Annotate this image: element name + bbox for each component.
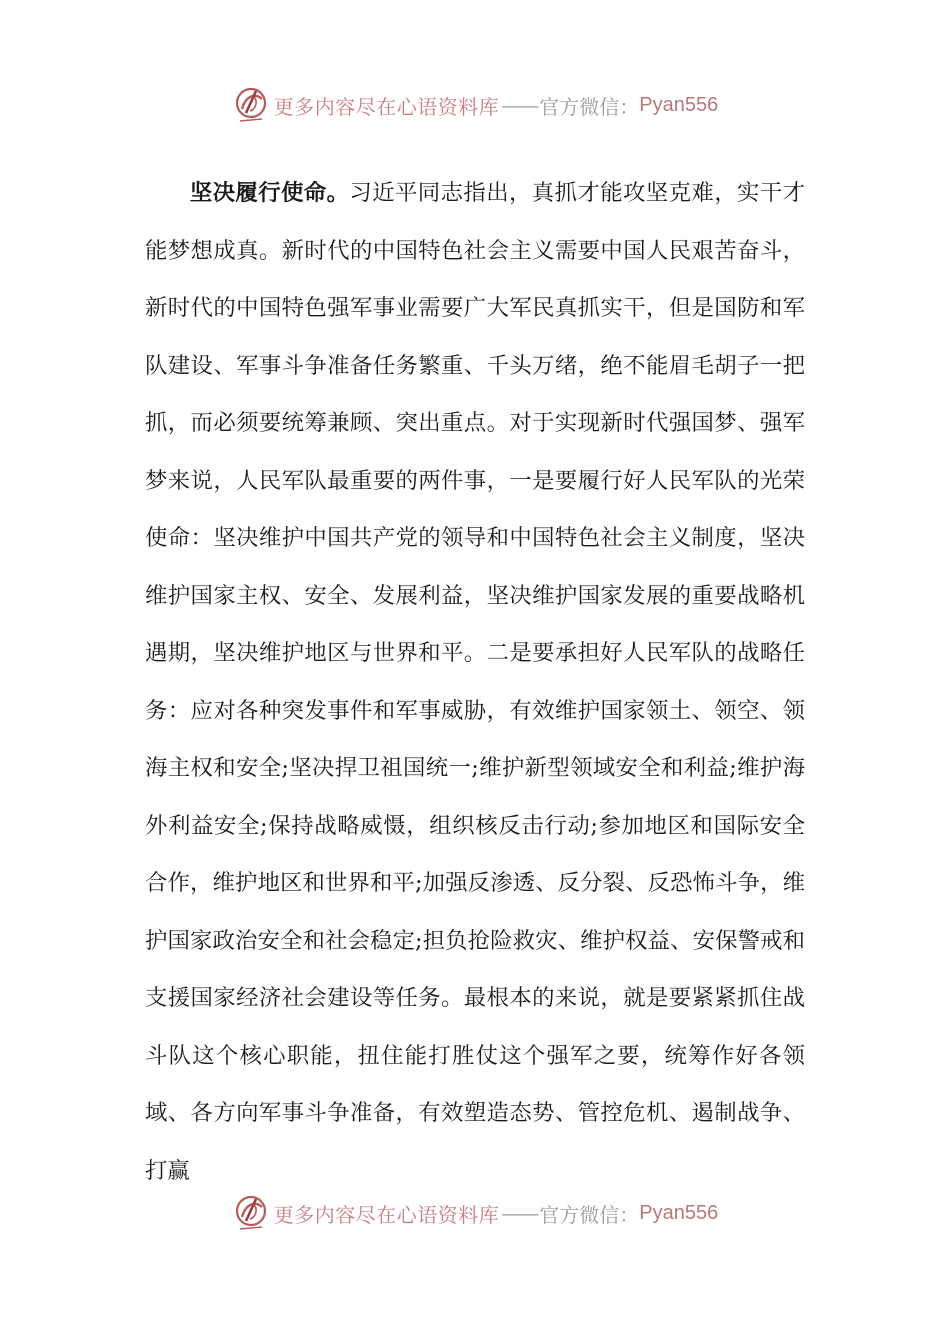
footer-banner bbox=[0, 1188, 950, 1238]
banner-account: Pyan556 bbox=[639, 93, 719, 116]
banner-account: Pyan556 bbox=[639, 1201, 719, 1224]
banner-dash: —— bbox=[501, 93, 538, 117]
paragraph-body: 习近平同志指出，真抓才能攻坚克难，实干才能梦想成真。新时代的中国特色社会主义需要中国人民艰苦奋斗，新时代的中国特色强军事业需要广大军民真抓实干，但是国防和军队建设、军事斗争准备任务繁重、千头万绪，绝不能眉毛胡子一把抓，而必须要统筹兼顾、突出重点。对于实现新时代强国梦、强军梦来说，人民军队最重要的两件事，一是要履行好人民军队的光荣使命：坚决维护中国共产党的领导和中国特色社会主义制度，坚决维护国家主权、安全、发展利益，坚决维护国家发展的重要战略机遇期，坚决维护地区与世界和平。二是要承担好人民军队的战略任务：应对各种突发事件和军事威胁，有效维护国家领土、领空、领海主权和安全;坚决捍卫祖国统一;维护新型领域安全和利益;维护海外利益安全;保持战略威慑，组织核反击行动;参加地区和国际安全合作，维护地区和世界和平;加强反渗透、反分裂、反恐怖斗争，维护国家政治安全和社会稳定;担负抢险救灾、维护权益、安保警戒和支援国家经济社会建设等任务。最根本的来说，就是要紧紧抓住战斗队这个核心职能，扭住能打胜仗这个强军之要，统筹作好各领域、各方向军事斗争准备，有效塑造态势、管控危机、遏制战争、打赢 bbox=[145, 180, 806, 1184]
banner-brand-text: 更多内容尽在心语资料库 bbox=[273, 1202, 500, 1227]
article-paragraph bbox=[145, 165, 805, 1200]
banner-dash: —— bbox=[501, 1201, 538, 1225]
banner-label: 官方微信： bbox=[539, 94, 640, 119]
brand-logo-icon bbox=[232, 83, 270, 127]
brand-logo-icon bbox=[232, 1191, 270, 1235]
header-banner bbox=[0, 80, 950, 130]
banner-label: 官方微信： bbox=[539, 1202, 640, 1227]
paragraph-lead: 坚决履行使命。 bbox=[189, 180, 350, 206]
banner-brand-text: 更多内容尽在心语资料库 bbox=[273, 94, 500, 119]
